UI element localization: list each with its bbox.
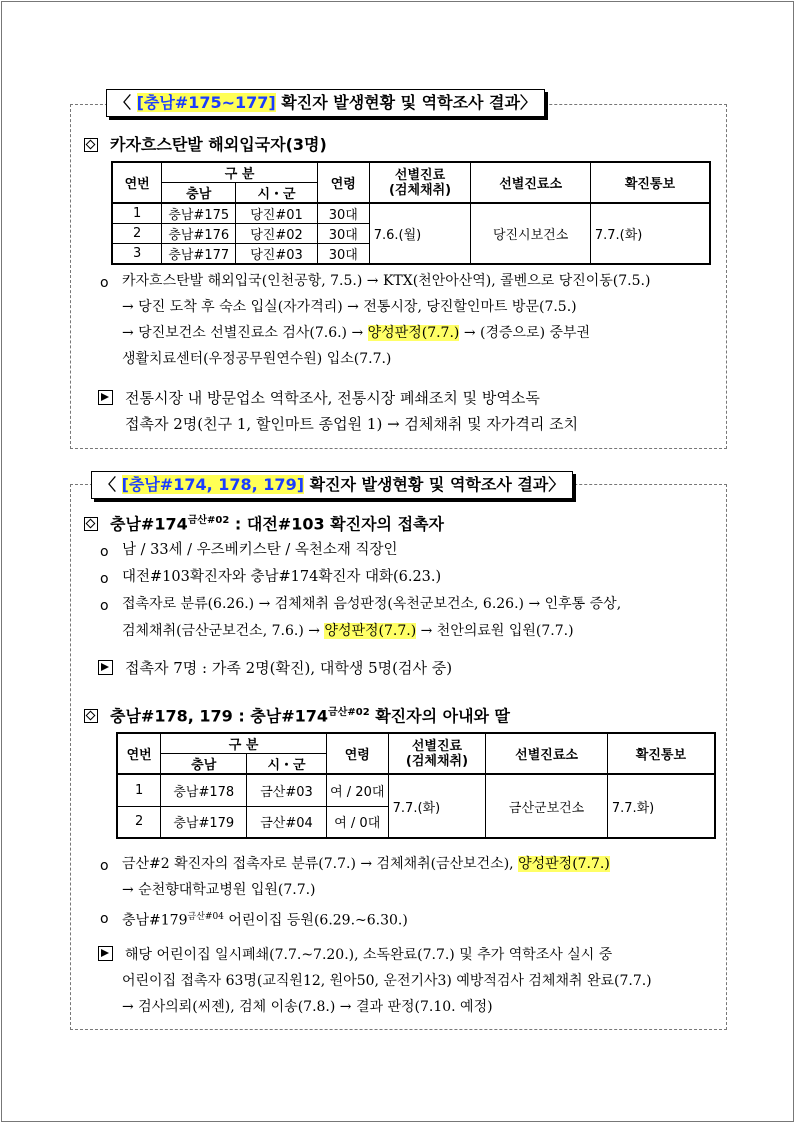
title-case-range: [충남#174, 178, 179]	[121, 475, 305, 494]
heading-superscript: 금산#02	[187, 515, 230, 526]
th-notify: 확진통보	[590, 162, 710, 203]
heading-text: 카자흐스탄발 해외입국자(3명)	[110, 135, 327, 154]
route-text: 검체채취(금산군보건소, 7.6.) →	[122, 623, 325, 639]
cell-city: 당진#02	[236, 224, 318, 244]
diamond-square-icon	[84, 138, 98, 152]
title-open-bracket: 〈	[115, 93, 137, 112]
circle-bullet: o	[100, 544, 109, 560]
diamond-square-icon	[84, 517, 98, 531]
cell-age: 30대	[317, 244, 369, 265]
case-178-route-1	[122, 851, 610, 877]
cell-city: 금산#04	[247, 806, 327, 838]
case-174-route-1: 접촉자로 분류(6.26.) → 검체채취 음성판정(옥천군보건소, 6.26.) → 인후통 증상,	[122, 596, 622, 612]
route-line-2: → 당진 도착 후 숙소 입실(자가격리) → 전통시장, 당진할인마트 방문(7.5.)	[122, 299, 577, 315]
positive-result-highlight: 양성판정(7.7.)	[518, 856, 610, 872]
th-city: 시・군	[236, 183, 318, 204]
title-case-range: [충남#175~177]	[136, 93, 276, 112]
th-clinic: 선별진료 (검체채취)	[369, 162, 471, 203]
arrow-box-icon	[98, 660, 113, 675]
action-text: 해당 어린이집 일시폐쇄(7.7.~7.20.), 소독완료(7.7.) 및 추가 역학조사 실시 중	[125, 947, 613, 963]
title-close-bracket: 〉	[519, 93, 536, 112]
cell-no: 3	[112, 244, 162, 265]
cell-notify: 7.7.(화)	[590, 203, 710, 264]
cell-city: 금산#03	[247, 774, 327, 806]
route-text: 어린이집 등원(6.29.~6.30.)	[223, 912, 408, 929]
cell-chungnam: 충남#177	[162, 244, 236, 265]
cell-chungnam: 충남#175	[162, 203, 236, 224]
positive-result-highlight: 양성판정(7.7.)	[324, 623, 417, 639]
case-174-contact: 대전#103확진자와 충남#174확진자 대화(6.23.)	[122, 569, 442, 585]
cell-city: 당진#01	[236, 203, 318, 224]
heading-superscript: 금산#02	[328, 707, 370, 718]
th-no: 연번	[117, 733, 161, 774]
heading-text: 확진자의 아내와 딸	[369, 706, 511, 726]
arrow-box-icon	[98, 946, 113, 961]
th-group: 구 분	[161, 733, 327, 754]
circle-bullet: o	[100, 598, 109, 614]
circle-bullet: o	[100, 911, 109, 927]
arrow-box-icon	[98, 390, 113, 405]
heading-case-174	[84, 511, 444, 534]
cell-city: 당진#03	[236, 244, 318, 265]
route-text: → 천안의료원 입원(7.7.)	[416, 623, 574, 639]
cell-chungnam: 충남#179	[161, 806, 247, 838]
th-age: 연령	[326, 733, 388, 774]
circle-bullet: o	[100, 858, 109, 874]
th-clinic: 선별진료 (검체채취)	[388, 733, 486, 774]
route-text: 금산#2 확진자의 접촉자로 분류(7.7.) → 검체채취(금산보건소),	[122, 856, 519, 872]
th-city: 시・군	[247, 754, 327, 775]
cell-center: 금산군보건소	[486, 774, 607, 838]
heading-text: : 대전#103 확진자의 접촉자	[229, 514, 444, 534]
action-text: 전통시장 내 방문업소 역학조사, 전통시장 폐쇄조치 및 방역소독	[125, 389, 540, 407]
daycare-action-3: → 검사의뢰(씨젠), 검체 이송(7.8.) → 결과 판정(7.10. 예정)	[122, 999, 493, 1015]
route-text: → 당진보건소 선별진료소 검사(7.6.) →	[122, 325, 368, 341]
cell-notify: 7.7.화)	[607, 774, 715, 838]
th-chungnam: 충남	[162, 183, 236, 204]
title-close-bracket: 〉	[548, 475, 565, 494]
heading-text: 충남#178, 179 : 충남#174	[110, 706, 329, 726]
title-text: 확진자 발생현황 및 역학조사 결과	[275, 93, 520, 112]
cell-chungnam: 충남#178	[161, 774, 247, 806]
cell-age: 30대	[317, 224, 369, 244]
cell-age: 여 / 0대	[326, 806, 388, 838]
circle-bullet: o	[100, 571, 109, 587]
route-text: 충남#179	[122, 912, 188, 929]
heading-case-178-179	[84, 703, 510, 726]
title-open-bracket: 〈	[100, 475, 122, 494]
heading-kazakhstan	[84, 132, 327, 155]
th-group: 구 분	[162, 162, 318, 183]
title-text: 확진자 발생현황 및 역학조사 결과	[304, 475, 549, 494]
cell-no: 1	[117, 774, 161, 806]
th-center: 선별진료소	[486, 733, 607, 774]
cell-no: 1	[112, 203, 162, 224]
th-age: 연령	[317, 162, 369, 203]
cell-no: 2	[112, 224, 162, 244]
case-superscript: 금산#04	[187, 912, 224, 922]
th-no: 연번	[112, 162, 162, 203]
case-table-2	[116, 732, 716, 839]
cell-age: 30대	[317, 203, 369, 224]
cell-center: 당진시보건소	[471, 203, 591, 264]
positive-result-highlight: 양성판정(7.7.)	[367, 325, 460, 341]
heading-text: 충남#174	[110, 514, 188, 534]
action-line-1	[98, 385, 540, 411]
route-line-1: 카자흐스탄발 해외입국(인천공항, 7.5.) → KTX(천안아산역), 콜벤으로 당진이동(7.5.)	[122, 273, 651, 289]
daycare-action-1	[98, 942, 612, 968]
cell-age: 여 / 20대	[326, 774, 388, 806]
section-title-1	[106, 89, 545, 117]
th-notify: 확진통보	[607, 733, 715, 774]
case-174-profile: 남 / 33세 / 우즈베키스탄 / 옥천소재 직장인	[122, 542, 398, 558]
route-line-3	[122, 320, 590, 346]
circle-bullet: o	[100, 275, 109, 291]
contacts-line	[98, 655, 452, 681]
route-text: → (경증으로) 중부권	[459, 325, 591, 341]
th-chungnam: 충남	[161, 754, 247, 775]
case-174-route-2	[122, 618, 574, 644]
route-line-4: 생활치료센터(우정공무원연수원) 입소(7.7.)	[122, 351, 392, 367]
case-179-daycare	[122, 904, 408, 934]
contacts-text: 접촉자 7명 : 가족 2명(확진), 대학생 5명(검사 중)	[125, 659, 453, 677]
cell-clinic-date: 7.6.(월)	[369, 203, 471, 264]
cell-chungnam: 충남#176	[162, 224, 236, 244]
cell-no: 2	[117, 806, 161, 838]
th-center: 선별진료소	[471, 162, 591, 203]
cell-clinic-date: 7.7.(화)	[388, 774, 486, 838]
section-title-2	[91, 471, 573, 499]
daycare-action-2: 어린이집 접촉자 63명(교직원12, 원아50, 운전기사3) 예방적검사 검체채취 완료(7.7.)	[122, 973, 652, 989]
action-line-2: 접촉자 2명(친구 1, 할인마트 종업원 1) → 검체채취 및 자가격리 조치	[125, 415, 579, 433]
case-178-route-2: → 순천향대학교병원 입원(7.7.)	[122, 882, 316, 898]
case-table-1	[111, 161, 711, 265]
diamond-square-icon	[84, 709, 98, 723]
